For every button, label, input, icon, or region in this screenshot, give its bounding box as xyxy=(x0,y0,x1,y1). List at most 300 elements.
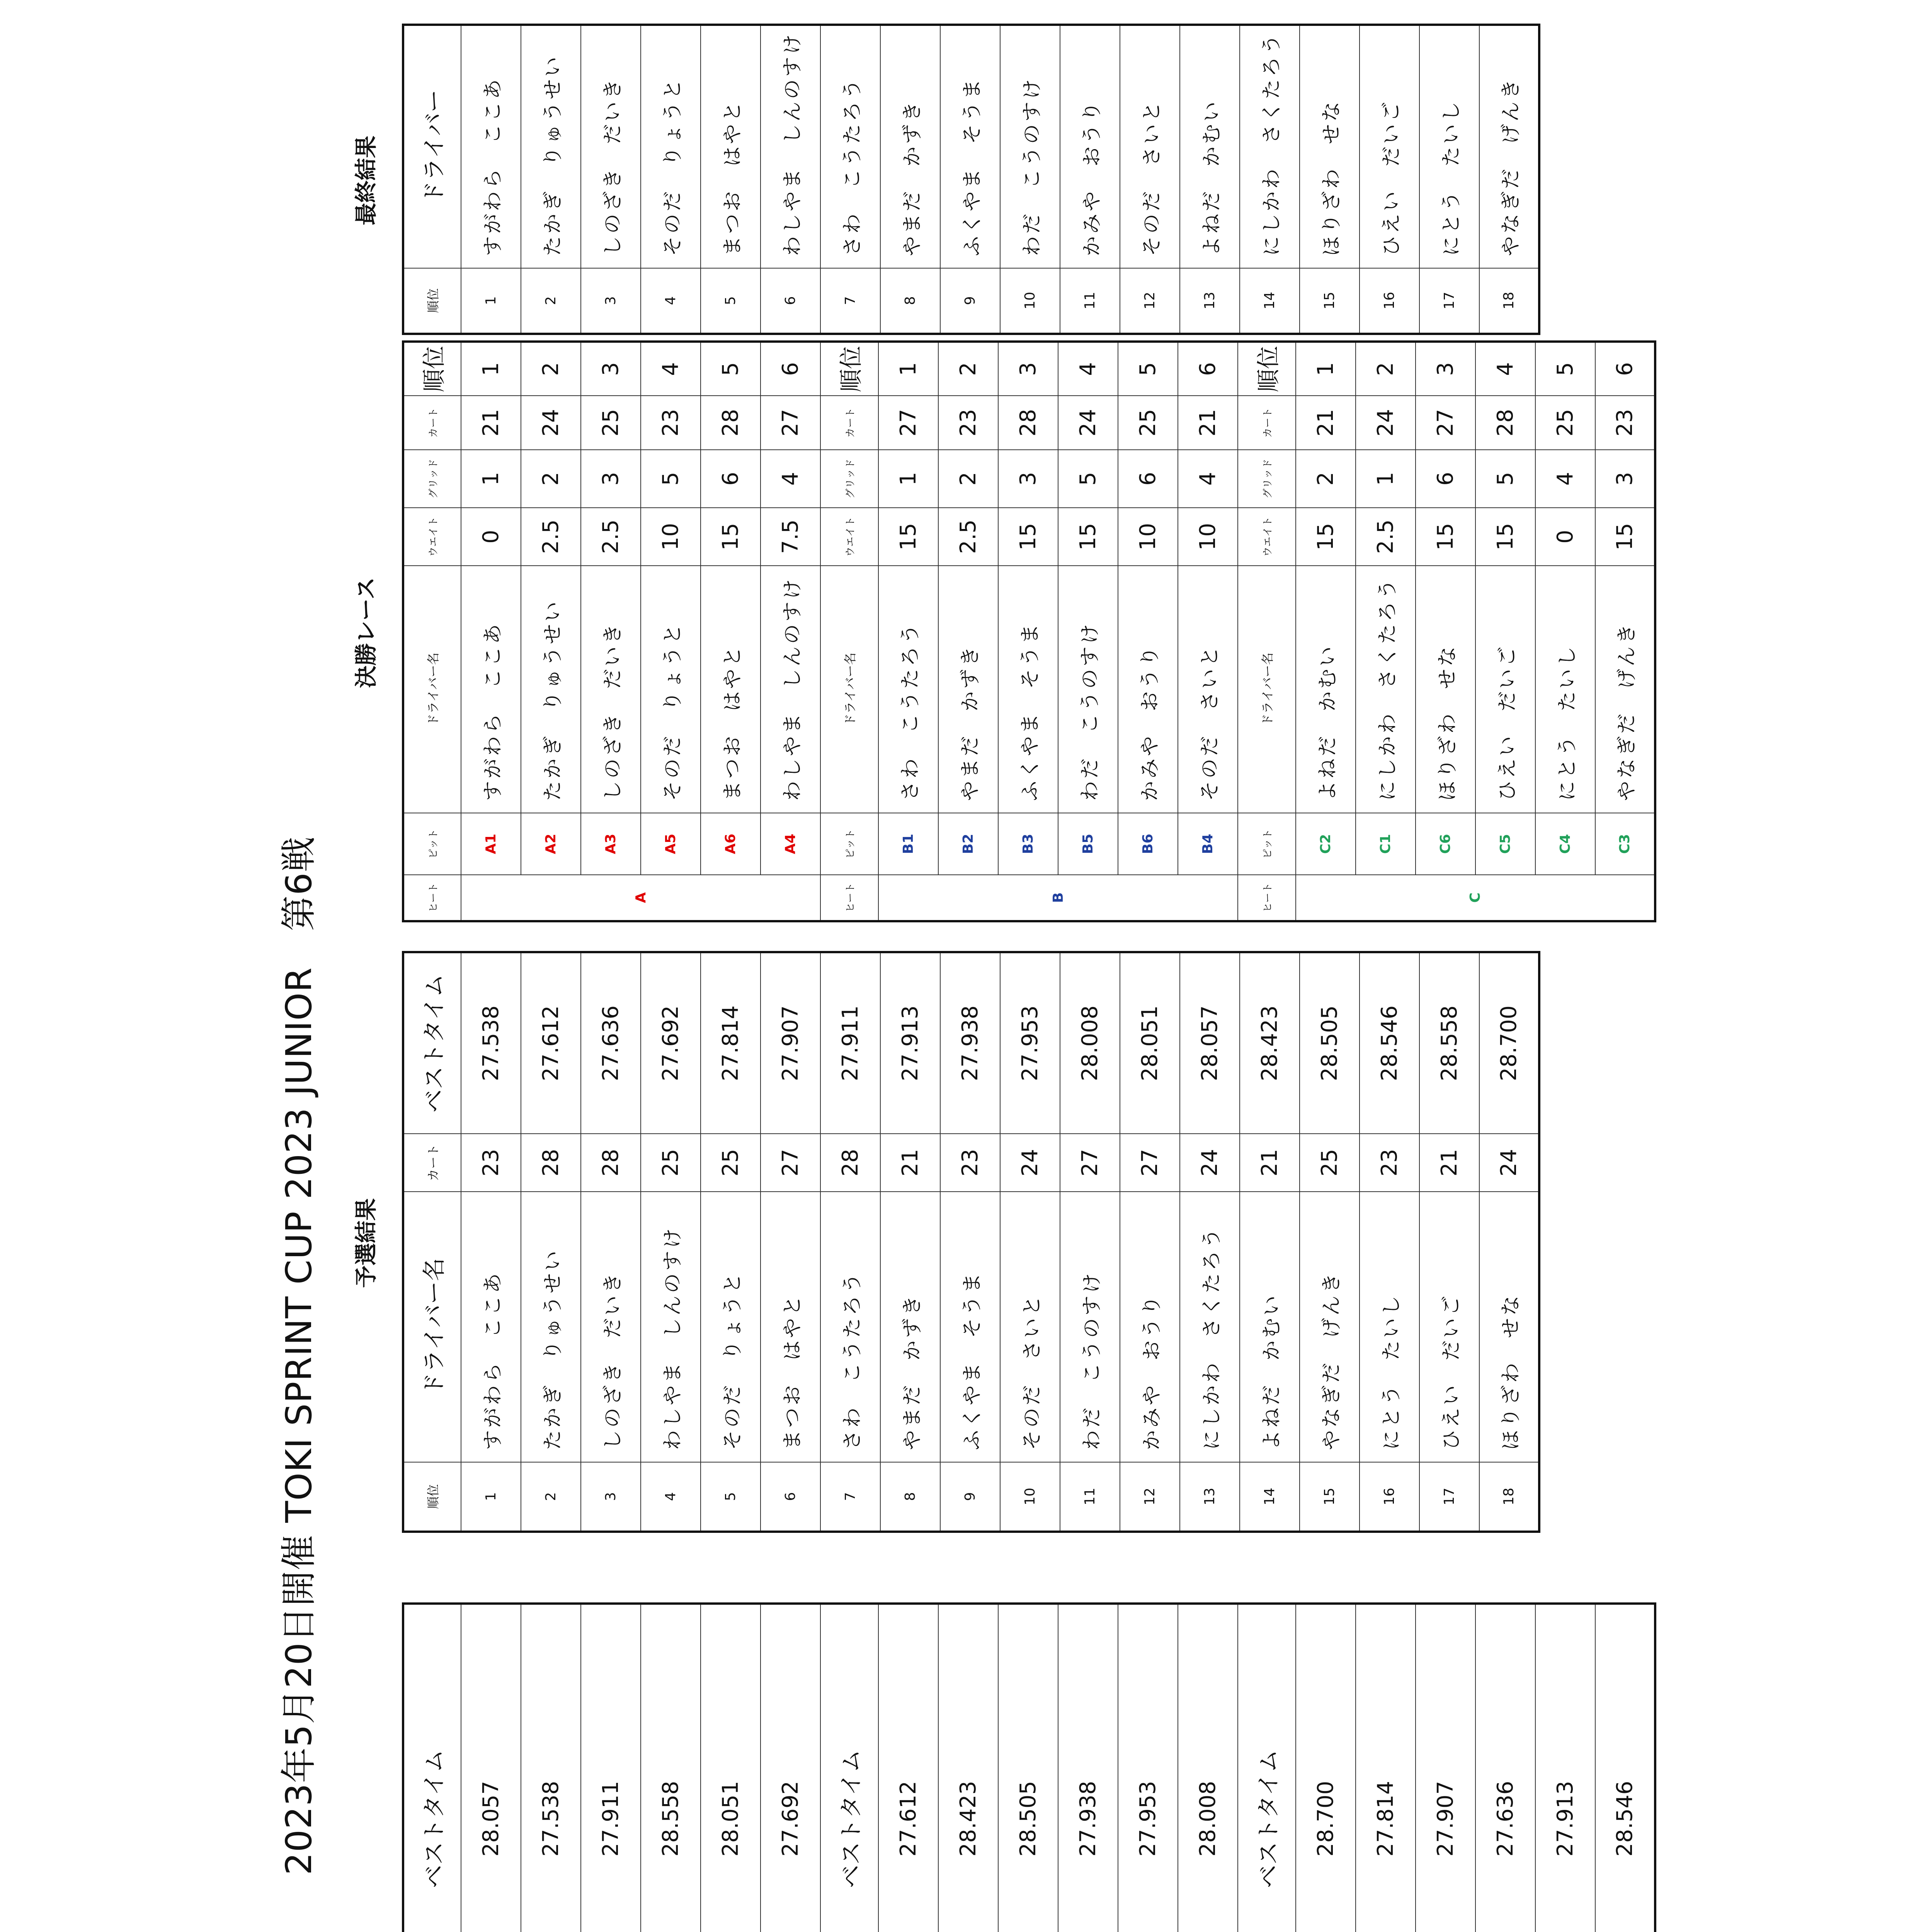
table-row xyxy=(1360,25,1419,334)
driver-name: やなぎだ げんき xyxy=(1300,1192,1360,1462)
table-row xyxy=(701,952,761,1532)
pit-code: B4 xyxy=(1178,813,1238,875)
grid-position: 1 xyxy=(461,450,521,508)
kart-number: 27 xyxy=(1120,1134,1180,1192)
rank-value: 4 xyxy=(641,268,701,334)
rank-value: 5 xyxy=(1535,342,1595,396)
qualifying-header-row xyxy=(403,952,461,1532)
table-row xyxy=(1058,1604,1118,1932)
rank-value: 14 xyxy=(1240,1462,1300,1532)
driver-name: かみや おうり xyxy=(1120,1192,1180,1462)
best-time: 28.505 xyxy=(998,1604,1058,1932)
driver-name: そのだ さいと xyxy=(1178,566,1238,813)
pit-code: C6 xyxy=(1416,813,1475,875)
kart-number: 28 xyxy=(820,1134,880,1192)
weight-value: 7.5 xyxy=(761,508,820,566)
table-row xyxy=(1120,952,1180,1532)
grid-position: 6 xyxy=(1118,450,1178,508)
rank-value: 2 xyxy=(521,268,581,334)
heat-label: B xyxy=(878,875,1238,921)
grid-column-header: グリッド xyxy=(403,450,461,508)
table-row xyxy=(1178,1604,1238,1932)
best-time: 28.008 xyxy=(1060,952,1120,1134)
kart-number: 21 xyxy=(1240,1134,1300,1192)
driver-name: ふくやま そうま xyxy=(998,566,1058,813)
driver-name: やまだ かずき xyxy=(880,1192,940,1462)
kart-number: 27 xyxy=(761,396,820,450)
rank-value: 11 xyxy=(1060,1462,1120,1532)
rank-value: 16 xyxy=(1360,268,1419,334)
rank-value: 10 xyxy=(1000,1462,1060,1532)
table-row xyxy=(1475,342,1535,921)
table-row xyxy=(1240,952,1300,1532)
pit-code: C4 xyxy=(1535,813,1595,875)
driver-name: よねだ かむい xyxy=(1240,1192,1300,1462)
grid-position: 3 xyxy=(1595,450,1655,508)
rank-value: 3 xyxy=(581,268,641,334)
best-time: 28.423 xyxy=(938,1604,998,1932)
rank-value: 1 xyxy=(461,1462,521,1532)
pit-code: A1 xyxy=(461,813,521,875)
weight-value: 2.5 xyxy=(1356,508,1416,566)
driver-name: すがわら ここあ xyxy=(461,25,521,268)
grid-position: 5 xyxy=(641,450,701,508)
driver-name: そのだ りょうと xyxy=(701,1192,761,1462)
rank-column-header: 順位 xyxy=(403,1462,461,1532)
best-time: 27.938 xyxy=(1058,1604,1118,1932)
driver-name: かみや おうり xyxy=(1060,25,1120,268)
rank-value: 7 xyxy=(820,268,880,334)
grid-position: 2 xyxy=(938,450,998,508)
driver-name: そのだ さいと xyxy=(1120,25,1180,268)
weight-value: 15 xyxy=(701,508,761,566)
weight-column-header: ウエイト xyxy=(1238,508,1296,566)
grid-position: 4 xyxy=(761,450,820,508)
pit-code: A5 xyxy=(641,813,701,875)
table-row xyxy=(581,25,641,334)
kart-number: 28 xyxy=(998,396,1058,450)
kart-number: 27 xyxy=(878,396,938,450)
table-row xyxy=(521,25,581,334)
kart-number: 25 xyxy=(1118,396,1178,450)
heat-column-header: ヒート xyxy=(1238,875,1296,921)
best-time-column-header: ベストタイム xyxy=(403,1604,461,1932)
driver-name: やまだ かずき xyxy=(880,25,940,268)
driver-name: まつお はやと xyxy=(701,566,761,813)
pit-code: C2 xyxy=(1296,813,1356,875)
best-time: 27.953 xyxy=(1118,1604,1178,1932)
best-time: 28.423 xyxy=(1240,952,1300,1134)
table-row xyxy=(1416,1604,1475,1932)
best-time: 27.636 xyxy=(581,952,641,1134)
table-row xyxy=(461,952,521,1532)
kart-number: 28 xyxy=(521,1134,581,1192)
driver-name: たかぎ りゅうせい xyxy=(521,25,581,268)
best-time: 28.546 xyxy=(1595,1604,1655,1932)
grid-position: 5 xyxy=(1475,450,1535,508)
driver-column-header: ドライバー名 xyxy=(1238,566,1296,813)
kart-number: 23 xyxy=(1595,396,1655,450)
table-row xyxy=(1296,1604,1356,1932)
best-time: 28.057 xyxy=(1180,952,1240,1134)
kart-number: 21 xyxy=(1296,396,1356,450)
rank-value: 3 xyxy=(998,342,1058,396)
kart-number: 24 xyxy=(1000,1134,1060,1192)
rank-value: 6 xyxy=(761,1462,820,1532)
table-row xyxy=(1479,952,1539,1532)
table-row xyxy=(820,25,880,334)
driver-name: ひえい だいご xyxy=(1419,1192,1479,1462)
driver-name: さわ こうたろう xyxy=(820,25,880,268)
rank-value: 12 xyxy=(1120,1462,1180,1532)
kart-column-header: カート xyxy=(820,396,878,450)
table-row xyxy=(940,25,1000,334)
rank-value: 15 xyxy=(1300,1462,1360,1532)
driver-name: しのざき だいき xyxy=(581,25,641,268)
best-time: 27.913 xyxy=(1535,1604,1595,1932)
final-header-row xyxy=(403,342,461,921)
pit-column-header: ピット xyxy=(820,813,878,875)
pit-code: A2 xyxy=(521,813,581,875)
driver-name: わだ こうのすけ xyxy=(1058,566,1118,813)
heat-label: C xyxy=(1296,875,1655,921)
weight-value: 15 xyxy=(1416,508,1475,566)
practice-header-row xyxy=(1238,1604,1296,1932)
rank-value: 3 xyxy=(581,342,641,396)
driver-name: わだ こうのすけ xyxy=(1060,1192,1120,1462)
kart-column-header: カート xyxy=(1238,396,1296,450)
table-row xyxy=(1296,342,1356,921)
table-row xyxy=(820,952,880,1532)
rank-column-header: 順位 xyxy=(403,342,461,396)
driver-name: わしやま しんのすけ xyxy=(761,566,820,813)
weight-value: 15 xyxy=(1058,508,1118,566)
practice-header-row xyxy=(820,1604,878,1932)
heat-column-header: ヒート xyxy=(403,875,461,921)
best-time: 27.938 xyxy=(940,952,1000,1134)
rank-value: 1 xyxy=(1296,342,1356,396)
rank-value: 13 xyxy=(1180,1462,1240,1532)
table-row xyxy=(1058,342,1118,921)
driver-name: にとう たいし xyxy=(1360,1192,1419,1462)
table-row xyxy=(521,952,581,1532)
table-row xyxy=(1178,342,1238,921)
table-row xyxy=(1120,25,1180,334)
rank-value: 17 xyxy=(1419,1462,1479,1532)
table-row xyxy=(1356,342,1416,921)
rank-value: 2 xyxy=(938,342,998,396)
driver-name: にしかわ さくたろう xyxy=(1180,1192,1240,1462)
best-time: 27.911 xyxy=(581,1604,641,1932)
pit-code: B6 xyxy=(1118,813,1178,875)
kart-number: 25 xyxy=(641,1134,701,1192)
driver-name: たかぎ りゅうせい xyxy=(521,566,581,813)
rank-value: 3 xyxy=(581,1462,641,1532)
driver-name: わしやま しんのすけ xyxy=(761,25,820,268)
weight-value: 15 xyxy=(998,508,1058,566)
table-row xyxy=(1180,25,1240,334)
overall-header-row xyxy=(403,25,461,334)
driver-name: まつお はやと xyxy=(761,1192,820,1462)
table-row xyxy=(701,1604,761,1932)
driver-name: にしかわ さくたろう xyxy=(1240,25,1300,268)
driver-name: やまだ かずき xyxy=(938,566,998,813)
table-row xyxy=(1060,25,1120,334)
grid-position: 6 xyxy=(701,450,761,508)
rank-value: 5 xyxy=(701,342,761,396)
kart-number: 23 xyxy=(940,1134,1000,1192)
best-time: 27.538 xyxy=(521,1604,581,1932)
kart-number: 21 xyxy=(880,1134,940,1192)
final-header-row xyxy=(820,342,878,921)
pit-code: A3 xyxy=(581,813,641,875)
rank-value: 18 xyxy=(1479,1462,1539,1532)
rank-value: 13 xyxy=(1180,268,1240,334)
pit-code: A4 xyxy=(761,813,820,875)
driver-column-header: ドライバー名 xyxy=(403,566,461,813)
weight-value: 15 xyxy=(878,508,938,566)
driver-name: にとう たいし xyxy=(1535,566,1595,813)
table-row xyxy=(1419,952,1479,1532)
table-row xyxy=(1118,1604,1178,1932)
qualifying-table xyxy=(402,951,1540,1533)
practice-table xyxy=(402,1602,1656,1932)
document-title: 2023年5月20日開催 TOKI SPRINT CUP 2023 JUNIOR 第6戦 xyxy=(278,836,320,1875)
table-row xyxy=(1595,1604,1655,1932)
table-row xyxy=(938,1604,998,1932)
grid-position: 1 xyxy=(1356,450,1416,508)
driver-name: よねだ かむい xyxy=(1296,566,1356,813)
rank-value: 2 xyxy=(521,342,581,396)
driver-name: ひえい だいご xyxy=(1360,25,1419,268)
weight-value: 10 xyxy=(641,508,701,566)
table-row xyxy=(641,25,701,334)
rank-column-header: 順位 xyxy=(820,342,878,396)
weight-value: 0 xyxy=(1535,508,1595,566)
kart-number: 23 xyxy=(938,396,998,450)
table-row xyxy=(641,1604,701,1932)
overall-table xyxy=(402,24,1540,335)
rank-value: 18 xyxy=(1479,268,1539,334)
grid-position: 4 xyxy=(1178,450,1238,508)
table-row xyxy=(521,342,581,921)
driver-name: ふくやま そうま xyxy=(940,25,1000,268)
grid-position: 3 xyxy=(581,450,641,508)
best-time: 28.700 xyxy=(1479,952,1539,1134)
rank-value: 5 xyxy=(701,1462,761,1532)
grid-column-header: グリッド xyxy=(820,450,878,508)
driver-name: ほりざわ せな xyxy=(1479,1192,1539,1462)
kart-column-header: カート xyxy=(403,396,461,450)
rank-value: 16 xyxy=(1360,1462,1419,1532)
grid-position: 4 xyxy=(1535,450,1595,508)
driver-name: ふくやま そうま xyxy=(940,1192,1000,1462)
kart-number: 23 xyxy=(1360,1134,1419,1192)
rank-value: 4 xyxy=(641,1462,701,1532)
table-row xyxy=(701,25,761,334)
table-row xyxy=(1416,342,1475,921)
weight-value: 0 xyxy=(461,508,521,566)
table-row xyxy=(1000,952,1060,1532)
table-row xyxy=(1300,952,1360,1532)
table-row xyxy=(701,342,761,921)
table-row xyxy=(761,342,820,921)
kart-number: 27 xyxy=(1060,1134,1120,1192)
table-row xyxy=(880,25,940,334)
driver-name: まつお はやと xyxy=(701,25,761,268)
table-row xyxy=(521,1604,581,1932)
table-row xyxy=(1360,952,1419,1532)
table-row xyxy=(998,1604,1058,1932)
rank-value: 1 xyxy=(878,342,938,396)
rank-value: 2 xyxy=(1356,342,1416,396)
rank-value: 4 xyxy=(1058,342,1118,396)
best-time-column-header: ベストタイム xyxy=(820,1604,878,1932)
table-row xyxy=(581,1604,641,1932)
table-row xyxy=(1479,25,1539,334)
best-time-column-header: ベストタイム xyxy=(1238,1604,1296,1932)
weight-column-header: ウエイト xyxy=(820,508,878,566)
grid-position: 5 xyxy=(1058,450,1118,508)
rank-column-header: 順位 xyxy=(1238,342,1296,396)
table-row xyxy=(998,342,1058,921)
rank-value: 11 xyxy=(1060,268,1120,334)
driver-name: やなぎだ げんき xyxy=(1479,25,1539,268)
best-time: 28.505 xyxy=(1300,952,1360,1134)
driver-column-header: ドライバー xyxy=(403,25,461,268)
rank-value: 8 xyxy=(880,1462,940,1532)
rank-value: 3 xyxy=(1416,342,1475,396)
best-time: 27.907 xyxy=(1416,1604,1475,1932)
weight-value: 2.5 xyxy=(521,508,581,566)
pit-code: B1 xyxy=(878,813,938,875)
driver-name: しのざき だいき xyxy=(581,566,641,813)
weight-value: 10 xyxy=(1118,508,1178,566)
heat-column-header: ヒート xyxy=(820,875,878,921)
best-time-column-header: ベストタイム xyxy=(403,952,461,1134)
best-time: 28.700 xyxy=(1296,1604,1356,1932)
kart-number: 24 xyxy=(1479,1134,1539,1192)
table-row xyxy=(880,952,940,1532)
best-time: 27.612 xyxy=(521,952,581,1134)
kart-number: 21 xyxy=(461,396,521,450)
rank-value: 9 xyxy=(940,268,1000,334)
rank-value: 4 xyxy=(641,342,701,396)
rank-value: 12 xyxy=(1120,268,1180,334)
driver-name: にしかわ さくたろう xyxy=(1356,566,1416,813)
practice-header-row xyxy=(403,1604,461,1932)
final-header-row xyxy=(1238,342,1296,921)
overall-heading: 最終結果 xyxy=(353,136,379,226)
best-time: 28.558 xyxy=(641,1604,701,1932)
qualifying-heading: 予選結果 xyxy=(353,1198,379,1288)
driver-name: そのだ りょうと xyxy=(641,566,701,813)
table-row xyxy=(461,25,521,334)
table-row xyxy=(878,342,938,921)
kart-number: 25 xyxy=(581,396,641,450)
pit-code: C1 xyxy=(1356,813,1416,875)
driver-name: そのだ さいと xyxy=(1000,1192,1060,1462)
rank-value: 2 xyxy=(521,1462,581,1532)
table-row xyxy=(641,952,701,1532)
kart-number: 27 xyxy=(761,1134,820,1192)
kart-number: 28 xyxy=(1475,396,1535,450)
driver-column-header: ドライバー名 xyxy=(403,1192,461,1462)
kart-number: 28 xyxy=(701,396,761,450)
kart-number: 25 xyxy=(1535,396,1595,450)
weight-value: 10 xyxy=(1178,508,1238,566)
best-time: 27.692 xyxy=(641,952,701,1134)
table-row xyxy=(1060,952,1120,1532)
kart-number: 23 xyxy=(461,1134,521,1192)
pit-code: B3 xyxy=(998,813,1058,875)
table-row xyxy=(1300,25,1360,334)
driver-name: ほりざわ せな xyxy=(1300,25,1360,268)
practice-heading xyxy=(348,1718,380,1932)
table-row xyxy=(1475,1604,1535,1932)
driver-name: たかぎ りゅうせい xyxy=(521,1192,581,1462)
best-time: 28.057 xyxy=(461,1604,521,1932)
pit-code: B2 xyxy=(938,813,998,875)
pit-code: C3 xyxy=(1595,813,1655,875)
best-time: 27.814 xyxy=(701,952,761,1134)
driver-name: すがわら ここあ xyxy=(461,566,521,813)
kart-number: 23 xyxy=(641,396,701,450)
best-time: 27.636 xyxy=(1475,1604,1535,1932)
kart-number: 24 xyxy=(1180,1134,1240,1192)
kart-number: 24 xyxy=(1058,396,1118,450)
weight-value: 15 xyxy=(1296,508,1356,566)
table-row xyxy=(1000,25,1060,334)
pit-code: B5 xyxy=(1058,813,1118,875)
rank-value: 9 xyxy=(940,1462,1000,1532)
grid-column-header: グリッド xyxy=(1238,450,1296,508)
rank-value: 6 xyxy=(1178,342,1238,396)
driver-name: さわ こうたろう xyxy=(820,1192,880,1462)
table-row xyxy=(581,342,641,921)
table-row xyxy=(878,1604,938,1932)
heat-label: A xyxy=(461,875,820,921)
rank-value: 10 xyxy=(1000,268,1060,334)
driver-name: さわ こうたろう xyxy=(878,566,938,813)
table-row xyxy=(1535,342,1595,921)
best-time: 28.051 xyxy=(701,1604,761,1932)
best-time: 27.913 xyxy=(880,952,940,1134)
best-time: 28.558 xyxy=(1419,952,1479,1134)
driver-name: ほりざわ せな xyxy=(1416,566,1475,813)
kart-column-header: カート xyxy=(403,1134,461,1192)
grid-position: 6 xyxy=(1416,450,1475,508)
table-row xyxy=(461,342,521,921)
best-time: 27.538 xyxy=(461,952,521,1134)
table-row xyxy=(761,25,820,334)
driver-name: よねだ かむい xyxy=(1180,25,1240,268)
rank-value: 17 xyxy=(1419,268,1479,334)
best-time: 28.546 xyxy=(1360,952,1419,1134)
grid-position: 1 xyxy=(878,450,938,508)
driver-name: すがわら ここあ xyxy=(461,1192,521,1462)
driver-name: やなぎだ げんき xyxy=(1595,566,1655,813)
weight-value: 15 xyxy=(1595,508,1655,566)
final-heading: 決勝レース xyxy=(353,577,379,688)
rank-value: 8 xyxy=(880,268,940,334)
kart-number: 25 xyxy=(701,1134,761,1192)
table-row xyxy=(761,952,820,1532)
table-row xyxy=(940,952,1000,1532)
best-time: 27.692 xyxy=(761,1604,820,1932)
weight-value: 15 xyxy=(1475,508,1535,566)
rank-value: 5 xyxy=(701,268,761,334)
